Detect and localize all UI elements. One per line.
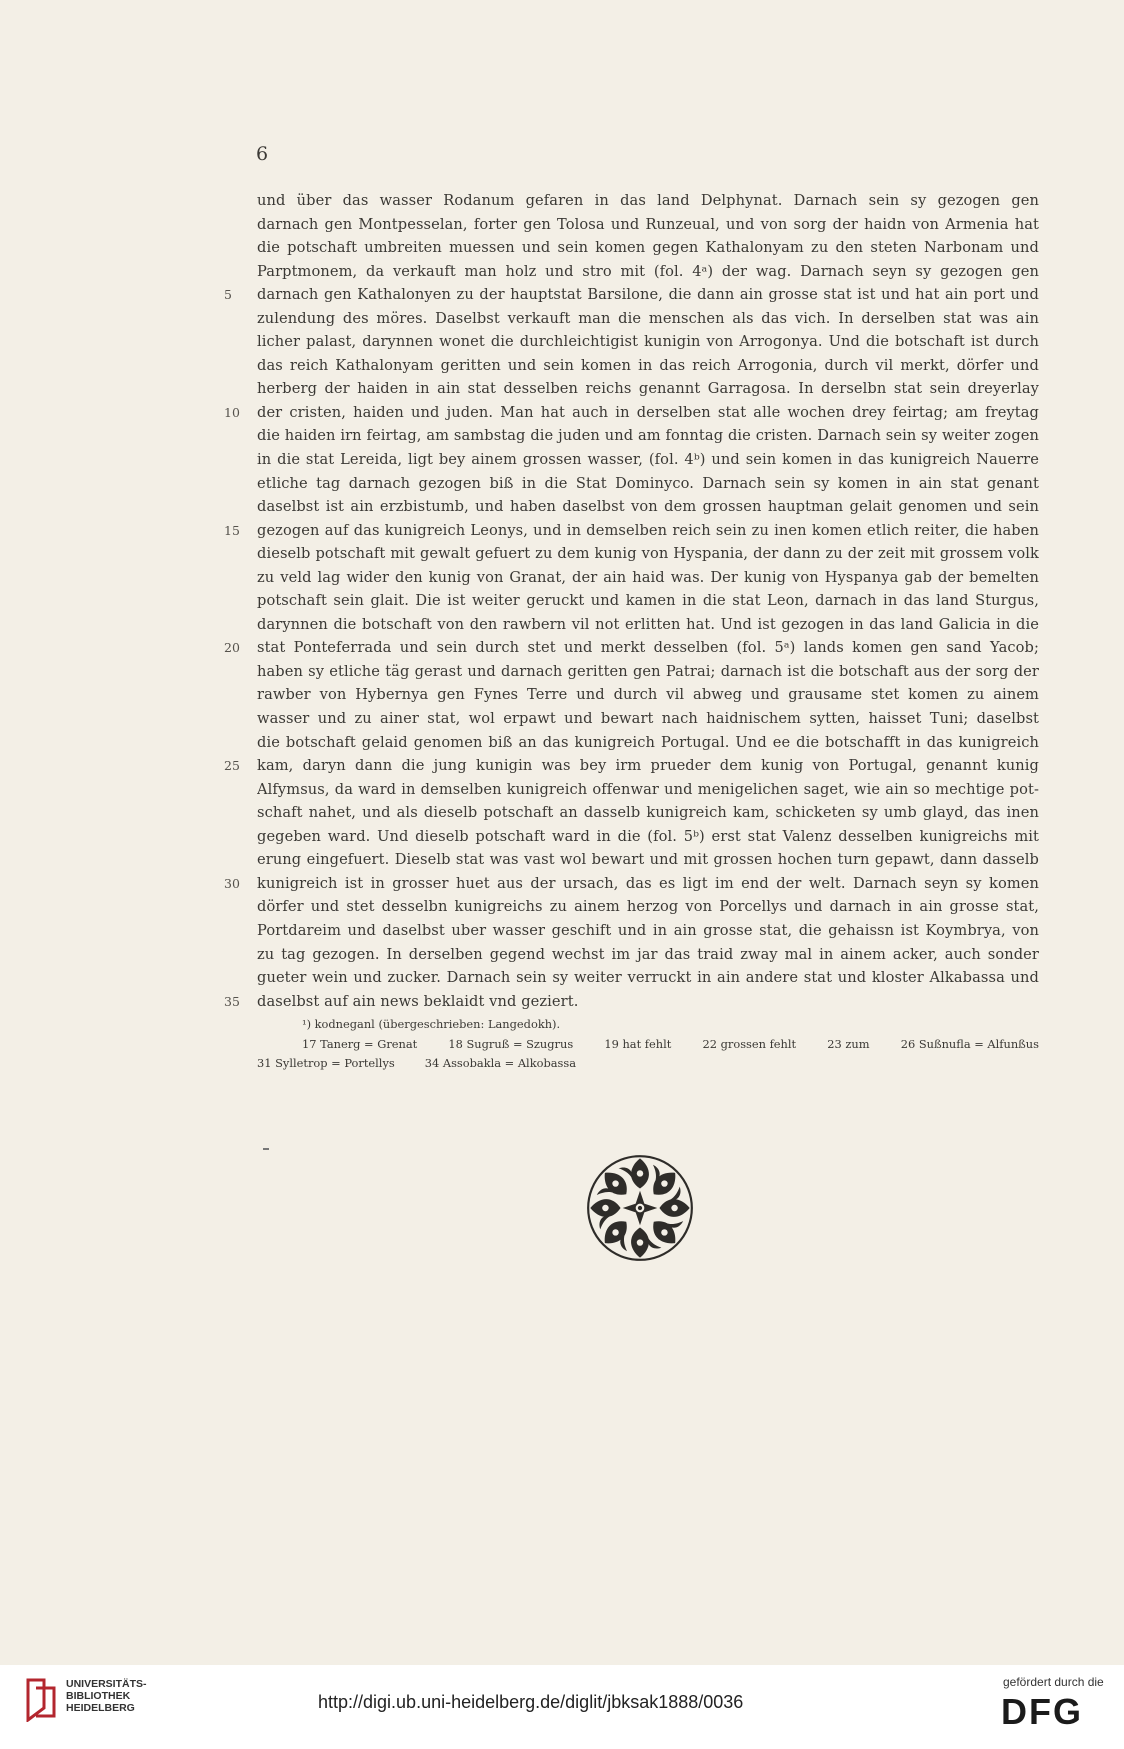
- library-name: UNIVERSITÄTS- BIBLIOTHEK HEIDELBERG: [66, 1678, 147, 1714]
- text-line: zu veld lag wider den kunig von Granat, der ain haid was. Der kunig von Hyspanya gab der bemelten: [257, 568, 1039, 586]
- dfg-logo: DFG: [1001, 1691, 1083, 1732]
- text-line: zulendung des möres. Daselbst verkauft man die menschen als das vich. In derselben stat was ain: [257, 309, 1039, 327]
- main-text: [224, 189, 1039, 1013]
- text-line: dieselb potschaft mit gewalt gefuert zu dem kunig von Hyspania, der dann zu der zeit mit grossem volk: [257, 545, 1039, 563]
- text-line: Portdareim und daselbst uber wasser geschift und in ain grosse stat, die gehaissn ist Koymbrya, von: [257, 921, 1039, 939]
- line-number: 10: [224, 404, 241, 420]
- variant-note: 23 zum: [827, 1037, 870, 1051]
- variant-note: 22 grossen fehlt: [702, 1037, 797, 1051]
- text-line: 20 stat Ponteferrada und sein durch stet und merkt desselben (fol. 5ᵃ) lands komen gen sand Yacob;: [257, 636, 1039, 660]
- text-line: erung eingefuert. Dieselb stat was vast wol bewart und mit grossen hochen turn gepawt, dann dasselb: [257, 851, 1039, 869]
- text-line: 35 daselbst auf ain news beklaidt vnd geziert.: [257, 990, 1039, 1014]
- variant-note: 26 Sußnufla = Alfunßus: [900, 1037, 1039, 1051]
- text-line: darnach gen Montpesselan, forter gen Tolosa und Runzeual, und von sorg der haidn von Armenia hat: [257, 215, 1039, 233]
- funding-note: gefördert durch die: [1003, 1675, 1104, 1689]
- variant-notes-row-2: [257, 1054, 1039, 1073]
- text-line: und über das wasser Rodanum gefaren in das land Delphynat. Darnach sein sy gezogen gen: [257, 192, 1039, 209]
- text-line: licher palast, darynnen wonet die durchleichtigist kunigin von Arrogonya. Und die botschaft ist durch: [257, 333, 1039, 351]
- text-line: 25 kam, daryn dann die jung kunigin was bey irm prueder dem kunig von Portugal, genannt kunig: [257, 754, 1039, 778]
- footnotes: [257, 1013, 1039, 1073]
- variant-notes-row-1: [257, 1035, 1039, 1054]
- text-line: darynnen die botschaft von den rawbern vil not erlitten hat. Und ist gezogen in das land Galicia in die: [257, 615, 1039, 633]
- text-line: 30 kunigreich ist in grosser huet aus der ursach, das es ligt im end der welt. Darnach seyn sy komen: [257, 872, 1039, 896]
- footnote-1: ¹) kodneganl (übergeschrieben: Langedokh).: [302, 1017, 561, 1031]
- text-line: 5 darnach gen Kathalonyen zu der hauptstat Barsilone, die dann ain grosse stat ist und hat ain port und: [257, 283, 1039, 307]
- variant-note: 17 Tanerg = Grenat: [302, 1037, 418, 1051]
- text-line: Alfymsus, da ward in demselben kunigreich offenwar und menigelichen saget, wie ain so mechtige pot-: [257, 780, 1039, 798]
- line-number: 35: [224, 993, 241, 1009]
- text-line: herberg der haiden in ain stat desselben reichs genannt Garragosa. In derselbn stat sein dreyerlay: [257, 380, 1039, 398]
- rosette-ornament-icon: [586, 1154, 694, 1262]
- text-line: das reich Kathalonyam geritten und sein komen in das reich Arrogonia, durch vil merkt, dörfer und: [257, 356, 1039, 374]
- text-line: potschaft sein glait. Die ist weiter geruckt und kamen in die stat Leon, darnach in das land Sturgus,: [257, 592, 1039, 610]
- text-line: 15 gezogen auf das kunigreich Leonys, und in demselben reich sein zu inen komen etlich reiter, die haben: [257, 519, 1039, 543]
- text-line: Parptmonem, da verkauft man holz und stro mit (fol. 4ᵃ) der wag. Darnach seyn sy gezogen gen: [257, 262, 1039, 280]
- text-line: die potschaft umbreiten muessen und sein komen gegen Kathalonyam zu den steten Narbonam und: [257, 239, 1039, 257]
- stray-mark: [263, 1148, 269, 1150]
- text-line: die haiden irn feirtag, am sambstag die juden und am fonntag die cristen. Darnach sein sy weiter zogen: [257, 427, 1039, 445]
- text-line: haben sy etliche täg gerast und darnach geritten gen Patrai; darnach ist die botschaft aus der sorg der: [257, 662, 1039, 680]
- line-number: 15: [224, 522, 241, 538]
- text-line: schaft nahet, und als dieselb potschaft an dasselb kunigreich kam, schicketen sy umb glayd, das inen: [257, 804, 1039, 822]
- variant-note: 31 Sylletrop = Portellys: [257, 1056, 395, 1070]
- text-line: die botschaft gelaid genomen biß an das kunigreich Portugal. Und ee die botschafft in das kunigreich: [257, 733, 1039, 751]
- line-number: 25: [224, 758, 241, 774]
- line-number: 5: [224, 287, 233, 303]
- line-number: 30: [224, 875, 241, 891]
- variant-note: 34 Assobakla = Alkobassa: [424, 1056, 577, 1070]
- text-line: rawber von Hybernya gen Fynes Terre und durch vil abweg und grausame stet komen zu ainem: [257, 686, 1039, 704]
- line-number: 20: [224, 640, 241, 656]
- text-line: gegeben ward. Und dieselb potschaft ward in die (fol. 5ᵇ) erst stat Valenz desselben kunigreichs mit: [257, 827, 1039, 845]
- text-line: zu tag gezogen. In derselben gegend wechst im jar das traid zway mal in ainem acker, auch sonder: [257, 945, 1039, 963]
- page-number: 6: [256, 143, 269, 165]
- text-line: daselbst ist ain erzbistumb, und haben daselbst von dem grossen hauptman gelait genomen und sein: [257, 498, 1039, 516]
- variant-note: 18 Sugruß = Szugrus: [448, 1037, 574, 1051]
- text-line: gueter wein und zucker. Darnach sein sy weiter verruckt in ain andere stat und kloster Alkabassa und: [257, 969, 1039, 987]
- text-line: 10 der cristen, haiden und juden. Man hat auch in derselben stat alle wochen drey feirtag; am freytag: [257, 401, 1039, 425]
- university-library-logo-icon: [24, 1678, 60, 1722]
- text-line: wasser und zu ainer stat, wol erpawt und bewart nach haidnischem sytten, haisset Tuni; daselbst: [257, 710, 1039, 728]
- permalink-url[interactable]: http://digi.ub.uni-heidelberg.de/diglit/jbksak1888/0036: [318, 1692, 744, 1712]
- text-line: in die stat Lereida, ligt bey ainem grossen wasser, (fol. 4ᵇ) und sein komen in das kunigreich Nauerre: [257, 451, 1039, 469]
- variant-note: 19 hat fehlt: [604, 1037, 672, 1051]
- text-line: dörfer und stet desselbn kunigreichs zu ainem herzog von Porcellys und darnach in ain grosse stat,: [257, 898, 1039, 916]
- text-line: etliche tag darnach gezogen biß in die Stat Dominyco. Darnach sein sy komen in ain stat genant: [257, 474, 1039, 492]
